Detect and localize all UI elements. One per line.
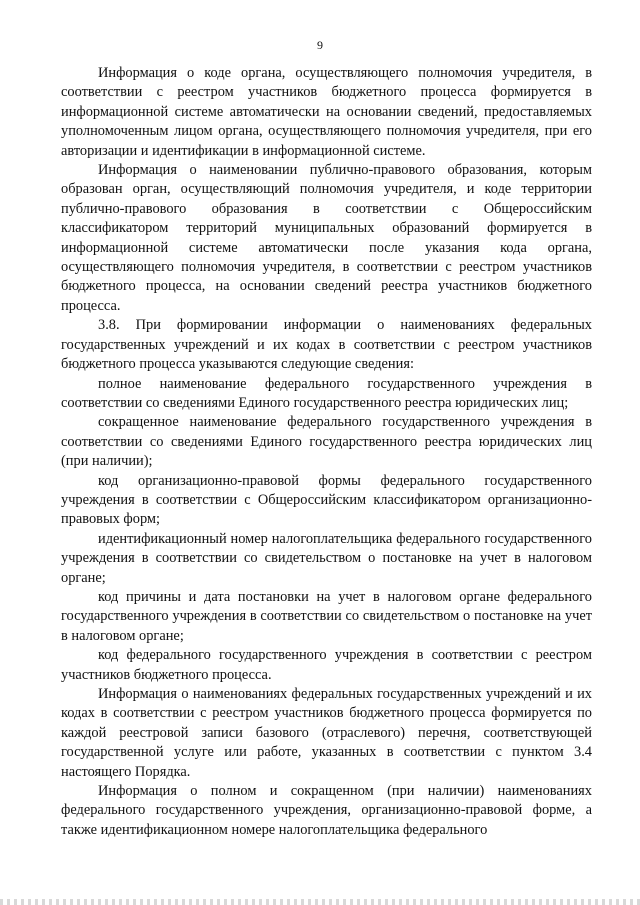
page-number: 9 <box>317 38 323 52</box>
paragraph-full-short-name-info: Информация о полном и сокращенном (при наличии) наименованиях федерального государственного учреждения, организационно-правовой форме, а также идентификационном номере налогоплательщика федерального <box>61 783 592 838</box>
paragraph-agency-code: Информация о коде органа, осуществляющего полномочия учредителя, в соответствии с реестром участников бюджетного процесса формируется в информационной системе автоматически на основании сведений, предоставляемых уполномоченным лицом органа, осуществляющего полномочия учредителя, при его авторизации и идентификации в информационной системе. <box>61 65 592 159</box>
document-body <box>61 64 592 840</box>
list-item-institution-code: код федерального государственного учреждения в соответствии с реестром участников бюджетного процесса. <box>61 647 592 683</box>
list-item-taxpayer-id: идентификационный номер налогоплательщика федерального государственного учреждения в соответствии со свидетельством о постановке на учет в налоговом органе; <box>61 530 592 586</box>
list-item-registration-reason-code: код причины и дата постановки на учет в налоговом органе федерального государственного учреждения в соответствии со свидетельством о постановке на учет в налоговом органе; <box>61 588 592 644</box>
list-item-short-name: сокращенное наименование федерального государственного учреждения в соответствии со сведениями Единого государственного реестра юридических лиц (при наличии); <box>61 414 592 470</box>
list-item-full-name: полное наименование федерального государственного учреждения в соответствии со сведениями Единого государственного реестра юридических лиц; <box>61 375 592 411</box>
paragraph-public-entity: Информация о наименовании публично-правового образования, которым образован орган, осуществляющий полномочия учредителя, и коде территории публично-правового образования в соответствии с Общероссийским классификатором территорий муниципальных образований формируется в информационной системе автоматически после указания кода органа, осуществляющего полномочия учредителя, в соответствии с реестром участников бюджетного процесса, на основании сведений реестра участников бюджетного процесса. <box>61 162 592 314</box>
paragraph-section-3-8: 3.8. При формировании информации о наименованиях федеральных государственных учреждений и их кодах в соответствии с реестром участников бюджетного процесса указываются следующие сведения: <box>61 317 592 373</box>
scan-edge-artifact <box>0 899 640 905</box>
list-item-legal-form-code: код организационно-правовой формы федерального государственного учреждения в соответствии с Общероссийским классификатором организационно-правовых форм; <box>61 472 592 528</box>
paragraph-registry-entries: Информация о наименованиях федеральных государственных учреждений и их кодах в соответствии с реестром участников бюджетного процесса формируется по каждой реестровой записи базового (отраслевого) перечня, соответствующей государственной услуге или работе, указанных в соответствии с пунктом 3.4 настоящего Порядка. <box>61 686 592 780</box>
